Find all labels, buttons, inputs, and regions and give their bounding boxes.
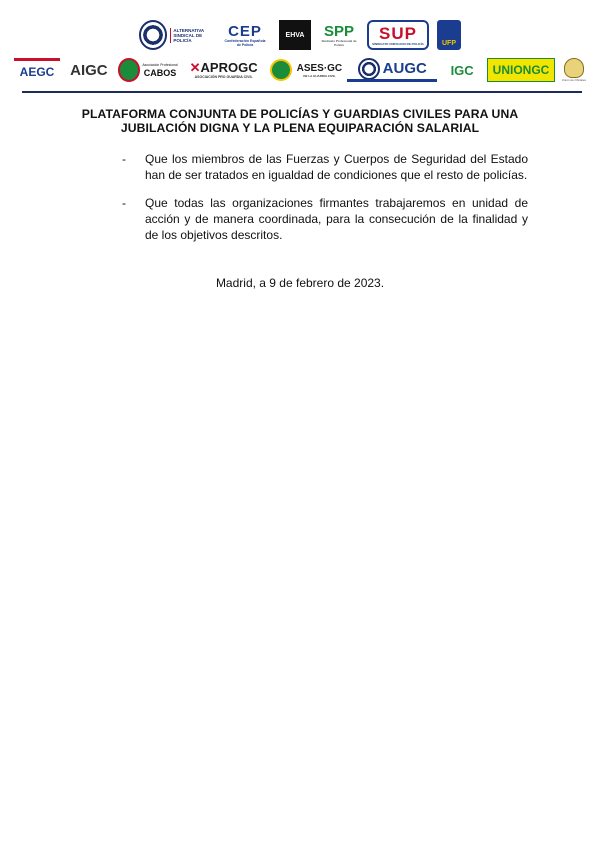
- document-date: Madrid, a 9 de febrero de 2023.: [215, 276, 385, 290]
- aegc-logo: AEGC: [14, 58, 60, 82]
- sup-logo: SUP SINDICATO UNIFICADO DE POLICÍA: [367, 20, 429, 50]
- document-title: [40, 107, 560, 135]
- list-item: [122, 195, 528, 243]
- cabos-logo: Asociación Profesional CABOS: [118, 56, 178, 84]
- list-item-text: Que los miembros de las Fuerzas y Cuerpos de Seguridad del Estado han de ser tratados en igualdad de condiciones que el resto de policías.: [145, 152, 528, 182]
- ases-gc-logo: ASES·GC DE LA GUARDIA CIVIL: [296, 62, 343, 78]
- header-divider: [22, 91, 582, 93]
- demands-list: [122, 151, 528, 255]
- logo-row-guardia-civil: [14, 54, 588, 86]
- logo-row-police: [0, 18, 600, 52]
- list-item-text: Que todas las organizaciones firmantes trabajaremos en unidad de acción y de manera coordinada, para la consecución de la finalidad y de los objetivos descritos.: [145, 196, 528, 242]
- alternativa-sindical-logo: ALTERNATIVA SINDICAL DE POLICÍA: [139, 20, 211, 50]
- ufp-logo: UFP: [437, 20, 461, 50]
- logo-header: [0, 0, 600, 96]
- list-item: [122, 151, 528, 183]
- igc-logo: IGC: [450, 62, 474, 78]
- cabos-emblem-icon: [118, 58, 141, 82]
- bullet-dash: -: [122, 196, 126, 210]
- oficiales-emblem-icon: [564, 58, 584, 78]
- title-line-2: JUBILACIÓN DIGNA Y LA PLENA EQUIPARACIÓN SALARIAL: [120, 121, 480, 135]
- aigc-logo: AIGC: [70, 61, 108, 79]
- ehva-logo: EHVA: [279, 20, 311, 50]
- cep-logo: CEP Confederación Española de Policía: [224, 22, 266, 47]
- bullet-dash: -: [122, 152, 126, 166]
- gc-badge-logo: [270, 59, 292, 81]
- title-line-1: PLATAFORMA CONJUNTA DE POLICÍAS Y GUARDIAS CIVILES PARA UNA: [81, 107, 519, 121]
- augc-logo: AUGC: [347, 58, 437, 82]
- union-oficiales-logo: Unión de Oficiales: [560, 55, 588, 85]
- x-mark-icon: ✕: [189, 60, 201, 75]
- aprogc-logo: ✕APROGC ASOCIACIÓN PRO GUARDIA CIVIL: [189, 60, 258, 79]
- spp-logo: SPP Sindicato Profesional de Policía: [321, 22, 357, 47]
- police-seal-icon: [139, 20, 167, 50]
- augc-seal-icon: [358, 58, 380, 80]
- uniongc-logo: UNIONGC: [487, 58, 555, 82]
